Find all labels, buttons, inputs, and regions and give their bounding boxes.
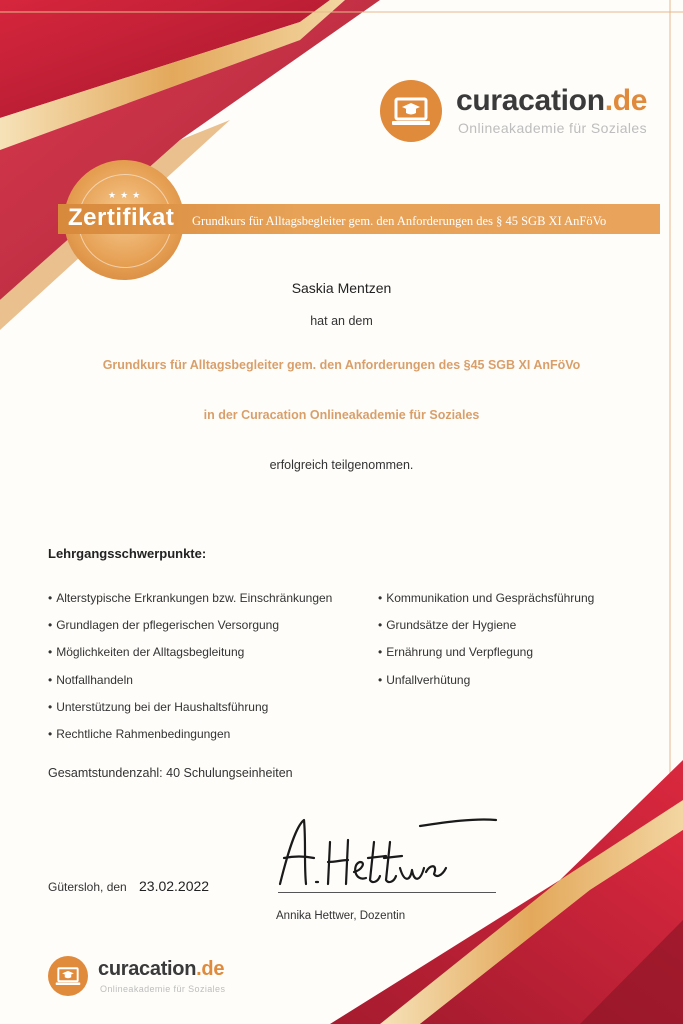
list-item: • Kommunikation und Gesprächsführung — [378, 590, 594, 617]
brand-tagline: Onlineakademie für Soziales — [100, 984, 226, 994]
signature-line — [278, 892, 496, 893]
intro-text: hat an dem — [310, 314, 373, 328]
course-title: Grundkurs für Alltagsbegleiter gem. den Anforderungen des §45 SGB XI AnFöVo — [102, 358, 581, 372]
list-item: • Möglichkeiten der Alltagsbegleitung — [48, 644, 332, 671]
signer-name: Annika Hettwer, Dozentin — [276, 910, 406, 922]
focus-list-right — [378, 590, 594, 699]
list-item: • Unterstützung bei der Haushaltsführung — [48, 699, 332, 726]
brand-name: curacation.de — [98, 958, 225, 980]
banner-subtitle: Grundkurs für Alltagsbegleiter gem. den Anforderungen des § 45 SGB XI AnFöVo — [192, 214, 607, 228]
brand-name: curacation.de — [456, 84, 648, 117]
focus-list-left — [48, 590, 332, 753]
laptop-graduation-icon — [48, 956, 88, 996]
brand-logo-top — [380, 80, 670, 142]
total-hours: Gesamtstundenzahl: 40 Schulungseinheiten — [48, 766, 293, 780]
stars-icon: ★★★ — [108, 190, 145, 200]
academy-line: in der Curacation Onlineakademie für Soziales — [203, 408, 480, 422]
list-item: • Ernährung und Verpflegung — [378, 644, 594, 671]
signing-date: 23.02.2022 — [139, 878, 210, 894]
list-item: • Alterstypische Erkrankungen bzw. Einschränkungen — [48, 590, 332, 617]
list-item: • Grundlagen der pflegerischen Versorgung — [48, 617, 332, 644]
laptop-graduation-icon — [380, 80, 442, 142]
signing-place: Gütersloh, den — [48, 880, 127, 894]
brand-tagline: Onlineakademie für Soziales — [458, 120, 648, 136]
brand-logo-bottom — [48, 956, 248, 998]
handwritten-signature — [270, 812, 500, 894]
list-item: • Rechtliche Rahmenbedingungen — [48, 726, 332, 753]
outcome-text: erfolgreich teilgenommen. — [269, 458, 414, 472]
list-item: • Grundsätze der Hygiene — [378, 617, 594, 644]
list-item: • Notfallhandeln — [48, 672, 332, 699]
focus-heading: Lehrgangsschwerpunkte: — [48, 546, 207, 561]
certificate-badge-label: Zertifikat — [68, 204, 175, 231]
recipient-name: Saskia Mentzen — [291, 280, 392, 296]
list-item: • Unfallverhütung — [378, 672, 594, 699]
